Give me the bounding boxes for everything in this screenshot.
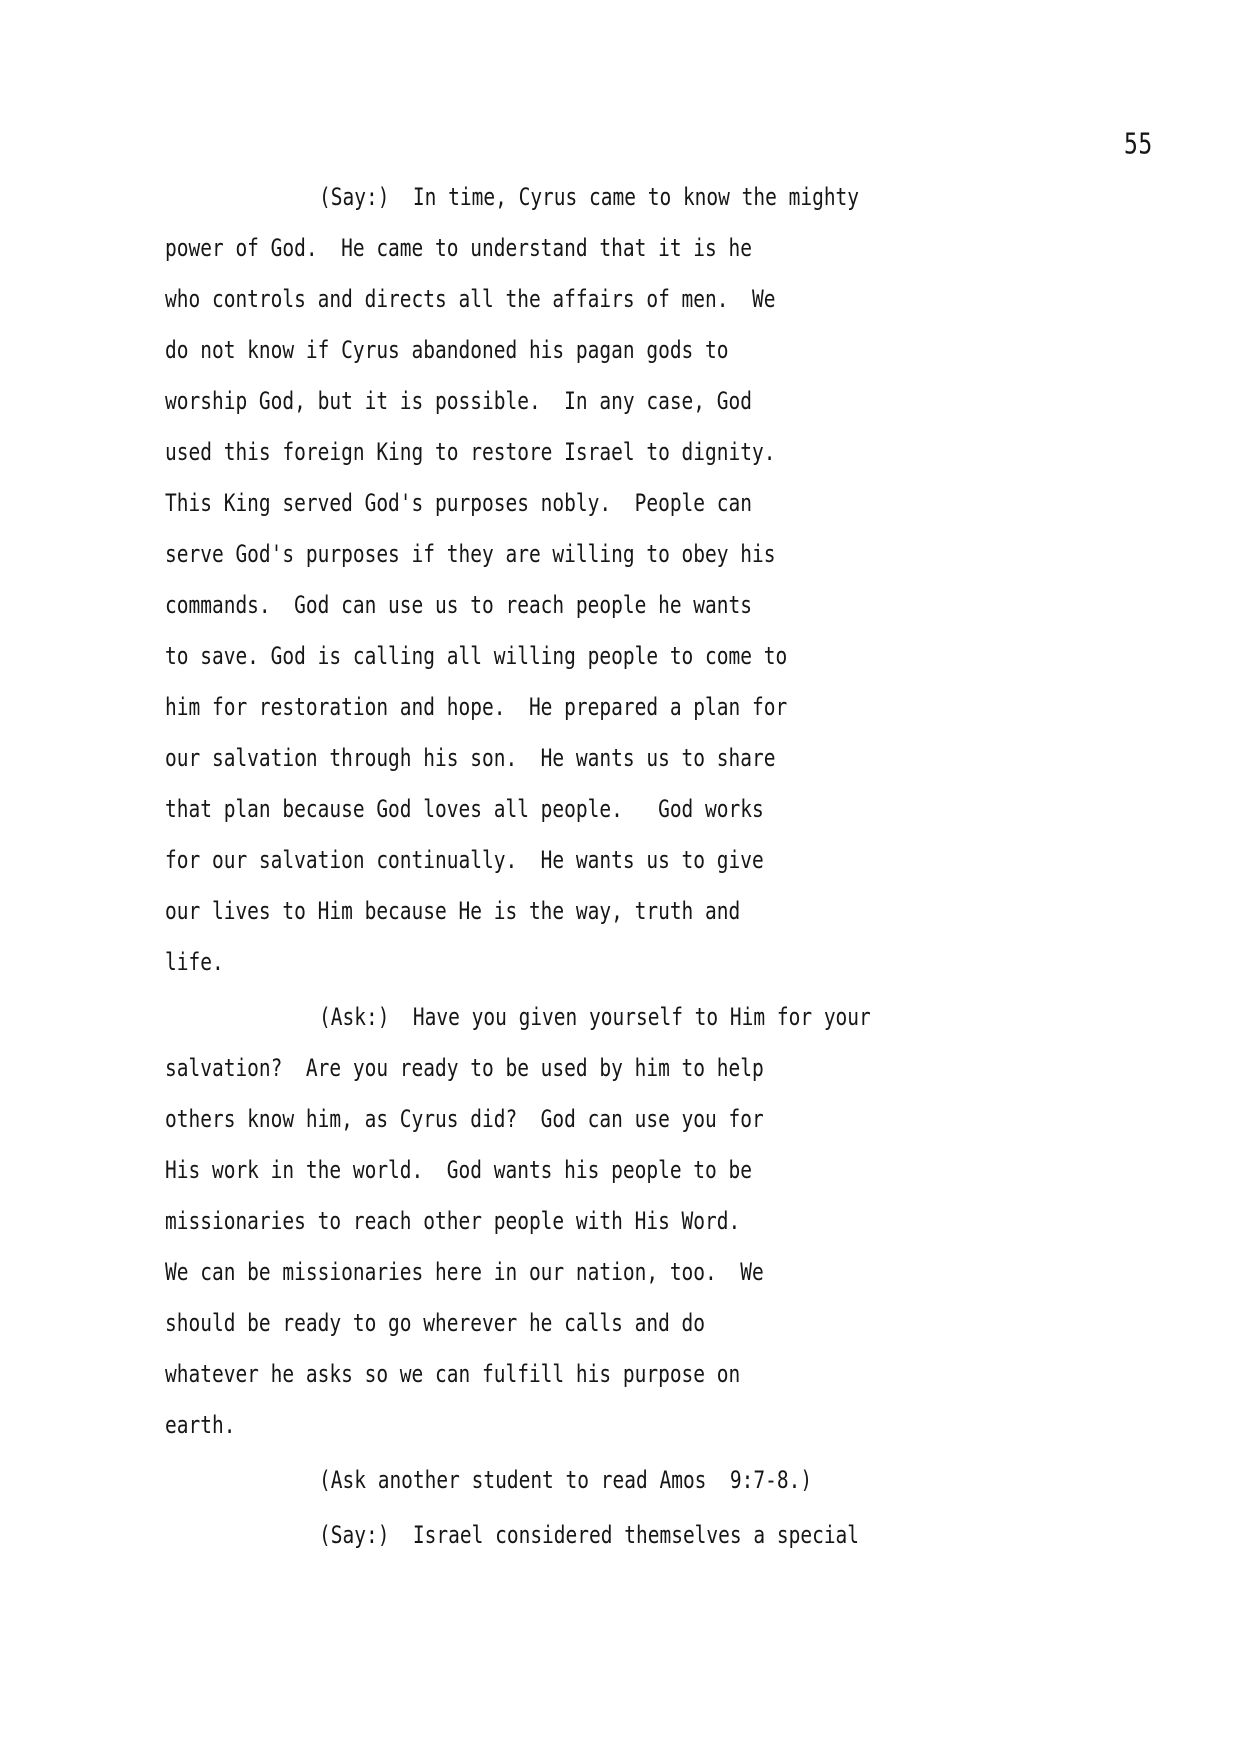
text-line-glyphs: (Say:) In time, Cyrus came to know the mighty	[319, 182, 860, 212]
text-line-glyphs: life.	[165, 947, 224, 977]
text-line-glyphs: This King served God's purposes nobly. People can	[165, 488, 752, 518]
text-line-glyphs: His work in the world. God wants his people to be	[165, 1155, 752, 1185]
text-line-glyphs: whatever he asks so we can fulfill his purpose on	[165, 1359, 741, 1389]
text-line-glyphs: (Say:) Israel considered themselves a special	[319, 1520, 860, 1550]
paragraph	[165, 992, 871, 1451]
text-line-glyphs: who controls and directs all the affairs of men. We	[165, 284, 776, 314]
text-line-glyphs: worship God, but it is possible. In any case, God	[165, 386, 752, 416]
text-line-glyphs: should be ready to go wherever he calls and do	[165, 1308, 706, 1338]
text-line	[165, 1510, 860, 1561]
text-line-glyphs: salvation? Are you ready to be used by him to help	[165, 1053, 764, 1083]
page-number-text: 55	[1124, 128, 1153, 161]
text-line-glyphs: him for restoration and hope. He prepared a plan for	[165, 692, 788, 722]
paragraph	[165, 1510, 860, 1561]
text-line-glyphs: We can be missionaries here in our nation, too. We	[165, 1257, 764, 1287]
text-line	[165, 1349, 845, 1400]
text-line-glyphs: serve God's purposes if they are willing to obey his	[165, 539, 776, 569]
text-line	[165, 937, 845, 988]
text-line	[165, 1400, 845, 1451]
paragraph	[165, 172, 860, 988]
text-line-glyphs: commands. God can use us to reach people he wants	[165, 590, 752, 620]
text-line-glyphs: for our salvation continually. He wants us to give	[165, 845, 764, 875]
text-line-glyphs: (Ask:) Have you given yourself to Him for your	[319, 1002, 871, 1032]
text-line	[165, 886, 845, 937]
text-line-glyphs: earth.	[165, 1410, 236, 1440]
text-line-glyphs: (Ask another student to read Amos 9:7-8.)	[319, 1465, 813, 1495]
text-line-glyphs: others know him, as Cyrus did? God can use you for	[165, 1104, 764, 1134]
text-block	[165, 172, 871, 1561]
text-line-glyphs: power of God. He came to understand that it is he	[165, 233, 752, 263]
text-line-glyphs: do not know if Cyrus abandoned his pagan gods to	[165, 335, 729, 365]
text-line-glyphs: our salvation through his son. He wants us to share	[165, 743, 776, 773]
text-line	[165, 1455, 845, 1506]
page-number	[1124, 128, 1153, 162]
text-line-glyphs: missionaries to reach other people with His Word.	[165, 1206, 741, 1236]
text-line-glyphs: that plan because God loves all people. God works	[165, 794, 764, 824]
text-line-glyphs: to save. God is calling all willing people to come to	[165, 641, 788, 671]
text-line-glyphs: our lives to Him because He is the way, truth and	[165, 896, 741, 926]
text-line-glyphs: used this foreign King to restore Israel to dignity.	[165, 437, 776, 467]
paragraph	[165, 1455, 845, 1506]
